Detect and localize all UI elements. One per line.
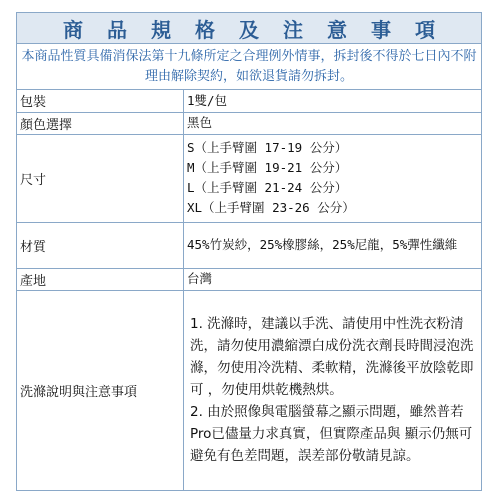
size-option-l: L（上手臂圍 21-24 公分） [187,180,348,195]
size-option-m: M（上手臂圍 19-21 公分） [187,160,348,175]
row-label-origin: 產地 [17,268,184,290]
row-label-color: 顏色選擇 [17,112,184,134]
spec-sheet [16,12,482,491]
spec-row-material [17,222,481,268]
spec-row-color [17,112,481,134]
return-policy-notice: 本商品性質具備消保法第十九條所定之合理例外情事，拆封後不得於七日內不附理由解除契約，如欲退貨請勿拆封。 [17,44,481,90]
row-value-origin: 台灣 [184,268,482,290]
row-value-care [184,290,482,490]
row-label-packaging: 包裝 [17,90,184,112]
spec-row-origin [17,268,481,290]
row-label-care: 洗滌說明與注意事項 [17,290,184,490]
spec-row-size [17,134,481,222]
spec-row-care [17,290,481,490]
row-value-material: 45%竹炭紗，25%橡膠絲，25%尼龍，5%彈性纖維 [184,222,482,268]
row-label-material: 材質 [17,222,184,268]
spec-title-bar [17,13,481,44]
care-paragraph-color-note: 2. 由於照像與電腦螢幕之顯示問題，雖然普若Pro已儘量力求真實，但實際產品與 顯示仍無可避免有色差問題，誤差部份敬請見諒。 [190,404,473,465]
spec-row-packaging [17,90,481,112]
spec-table [17,90,481,490]
row-value-packaging: 1雙/包 [187,92,228,108]
care-paragraph-washing: 1. 洗滌時，建議以手洗、請使用中性洗衣粉清洗，請勿使用濃縮漂白成份洗衣劑長時間浸泡洗滌，勿使用冷洗精、柔軟精，洗滌後平放陰乾即可 ，勿使用烘乾機熱烘。 [190,316,474,399]
spec-title: 商品規格及注意事項 [63,17,459,42]
row-value-size [184,134,482,222]
row-value-color: 黑色 [184,112,482,134]
size-option-xl: XL（上手臂圍 23-26 公分） [187,200,355,215]
size-option-s: S（上手臂圍 17-19 公分） [187,140,348,155]
row-label-size: 尺寸 [17,134,184,222]
